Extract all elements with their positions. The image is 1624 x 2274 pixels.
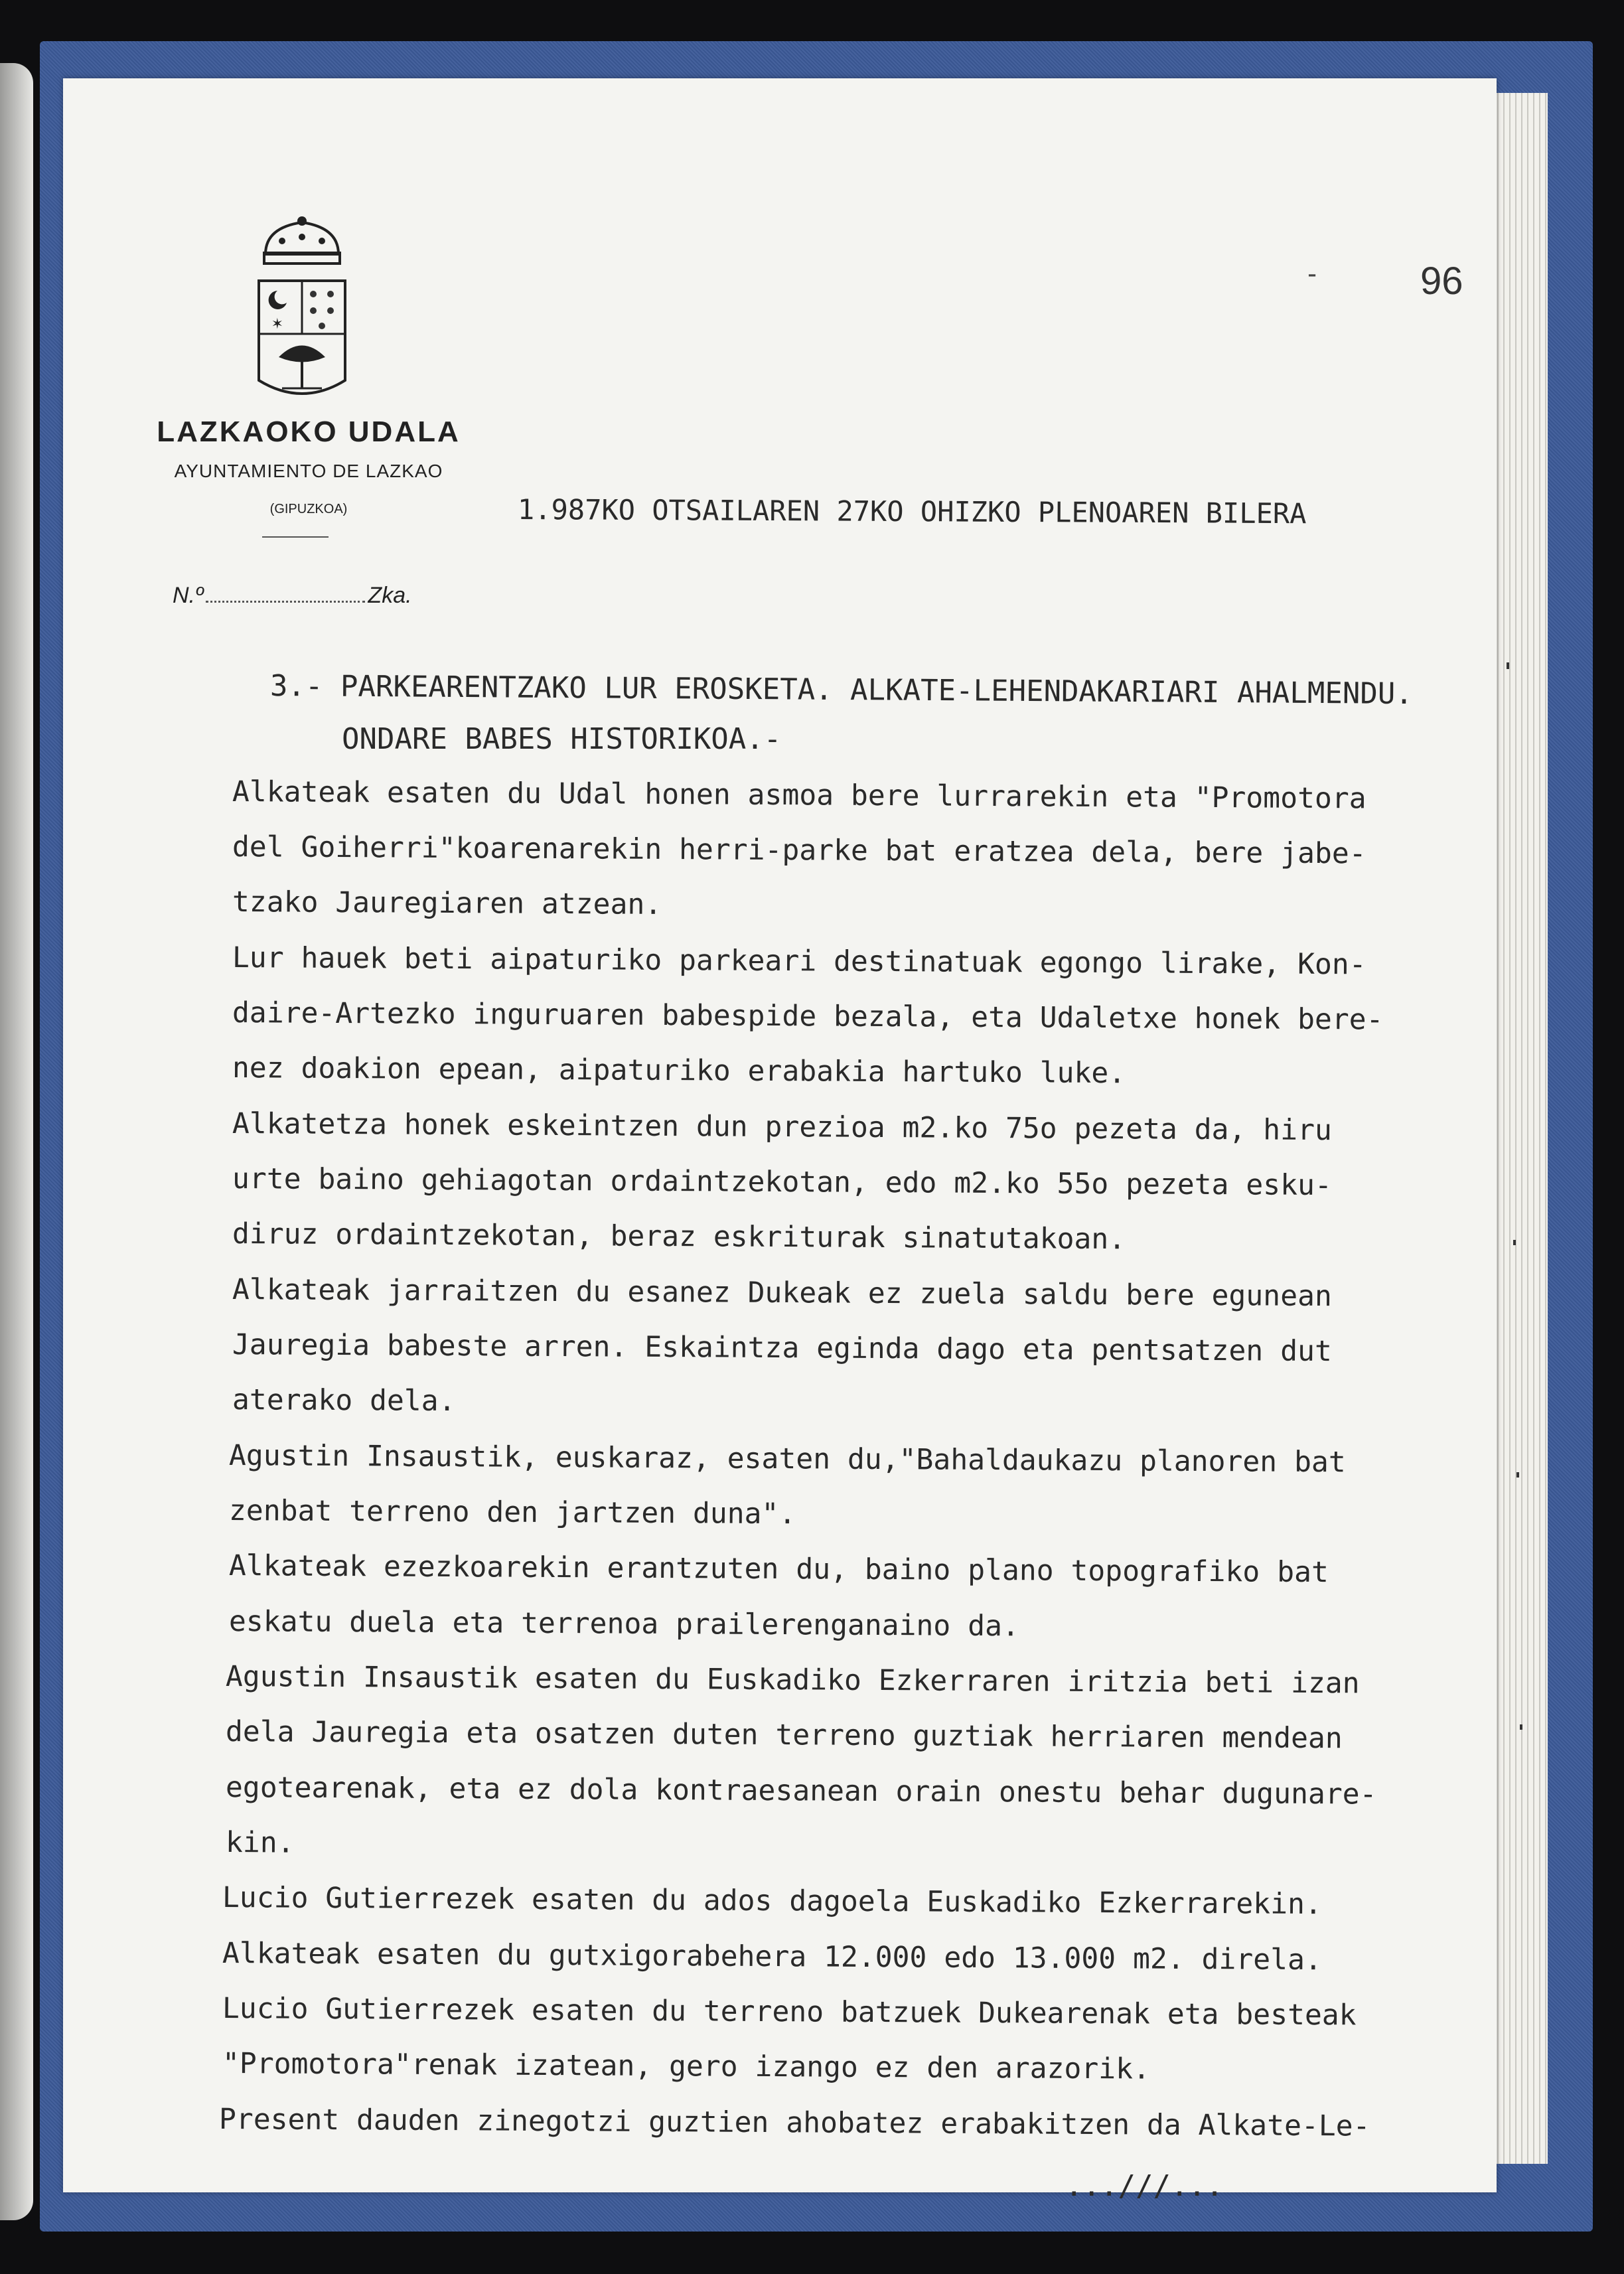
reference-number-field — [173, 583, 412, 609]
body-line: diruz ordaintzekotan, beraz eskriturak sinatutakoan. — [232, 1217, 1126, 1256]
margin-tick — [1520, 1724, 1522, 1730]
body-line: nez doakion epean, aipaturiko erabakia hartuko luke. — [232, 1051, 1126, 1091]
coat-of-arms-icon — [252, 214, 352, 407]
facing-page-edge — [0, 63, 33, 2220]
body-line: Alkateak esaten du gutxigorabehera 12.000 edo 13.000 m2. direla. — [222, 1937, 1322, 1977]
body-line: Lucio Gutierrezek esaten du ados dagoela Euskadiko Ezkerrarekin. — [222, 1881, 1322, 1922]
page-number: 96 — [1420, 260, 1463, 303]
province: (GIPUZKOA) — [269, 502, 348, 516]
body-line: Jauregia babeste arren. Eskaintza eginda dago eta pentsatzen dut — [232, 1328, 1332, 1369]
body-line: egotearenak, eta ez dola kontraesanean orain onestu behar dugunare- — [225, 1771, 1377, 1811]
body-line: Alkateak jarraitzen du esanez Dukeak ez zuela saldu bere egunean — [232, 1273, 1332, 1314]
margin-tick — [1513, 1240, 1516, 1245]
body-line: urte baino gehiagotan ordaintzekotan, edo m2.ko 55o pezeta esku- — [232, 1162, 1332, 1203]
page-dash: - — [1304, 259, 1321, 289]
body-line: Agustin Insaustik, euskaraz, esaten du,"Bahaldaukazu planoren bat — [228, 1439, 1346, 1479]
body-line: "Promotora"renak izatean, gero izango ez den arazorik. — [222, 2047, 1151, 2086]
body-line: Present dauden zinegotzi guztien ahobatez erabakitzen da Alkate-Le- — [218, 2103, 1370, 2143]
document-page — [63, 78, 1497, 2203]
section-title-line: ONDARE BABES HISTORIKOA.- — [342, 722, 782, 756]
body-line: eskatu duela eta terrenoa prailerenganaino da. — [228, 1605, 1019, 1643]
section-title-line: 3.- PARKEARENTZAKO LUR EROSKETA. ALKATE-LEHENDAKARIARI AHALMENDU. — [269, 669, 1414, 712]
svg-text:✶: ✶ — [272, 313, 283, 333]
ref-dotted-line — [206, 587, 365, 603]
town-name: LAZKAOKO UDALA — [157, 416, 461, 448]
body-line: dela Jauregia eta osatzen duten terreno guztiak herriaren mendean — [225, 1715, 1343, 1756]
body-line: Alkatetza honek eskeintzen dun prezioa m2.ko 75o pezeta da, hiru — [232, 1107, 1332, 1148]
ref-suffix: Zka. — [368, 583, 412, 608]
body-line: kin. — [225, 1826, 295, 1860]
body-line: Lucio Gutierrezek esaten du terreno batzuek Dukearenak eta besteak — [222, 1992, 1357, 2032]
margin-tick — [1507, 662, 1509, 669]
ref-prefix: N.º — [173, 583, 204, 608]
header-divider — [262, 536, 329, 538]
body-line: Alkateak ezezkoarekin erantzuten du, baino plano topografiko bat — [228, 1549, 1329, 1590]
body-line: tzako Jauregiaren atzean. — [232, 885, 662, 921]
body-line: Agustin Insaustik esaten du Euskadiko Ezkerraren iritzia beti izan — [225, 1660, 1360, 1701]
body-line: aterako dela. — [232, 1383, 456, 1418]
body-line: del Goiherri"koarenarekin herri-parke bat eratzea dela, bere jabe- — [232, 830, 1366, 871]
body-line: Lur hauek beti aipaturiko parkeari destinatuak egongo lirake, Kon- — [232, 941, 1366, 982]
continuation-mark: ...///... — [1065, 2169, 1224, 2203]
margin-tick — [1516, 1472, 1519, 1478]
body-line: daire-Artezko inguruaren babespide bezala, eta Udaletxe honek bere- — [232, 996, 1384, 1037]
town-name-spanish: AYUNTAMIENTO DE LAZKAO — [174, 461, 443, 481]
body-line: zenbat terreno den jartzen duna". — [228, 1494, 796, 1531]
document-title: 1.987KO OTSAILAREN 27KO OHIZKO PLENOAREN BILERA — [517, 493, 1307, 530]
body-line: Alkateak esaten du Udal honen asmoa bere lurrarekin eta "Promotora — [232, 775, 1366, 816]
